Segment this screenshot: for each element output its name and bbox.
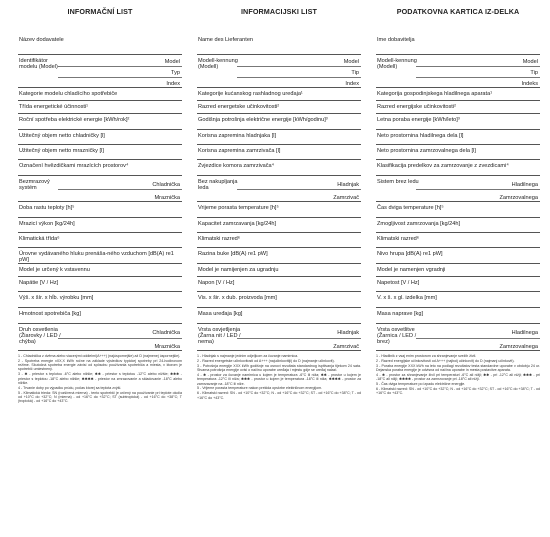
sheet-row	[197, 248, 361, 264]
sub-field-line	[58, 66, 182, 67]
sheet-row	[376, 292, 540, 308]
row-label: Korisna zapremina zamrzivača [l]	[198, 148, 281, 154]
row-label: Kapacitet zamrzavanja [kg/24h]	[198, 221, 277, 227]
sheet-row	[376, 202, 540, 218]
sub-field-line	[237, 189, 361, 190]
sheet-row	[18, 248, 182, 264]
footnote: 1 - Chladnička z dvěma alebo viacerými oddielmi(A+++) (najúspornejšie) až D (najmenej úspornejšie).	[18, 354, 181, 358]
sheet-row	[197, 277, 361, 292]
row-label: Napätie [V / Hz]	[19, 280, 59, 286]
row-label: Vis. x šir. x dub. proizvoda [mm]	[198, 295, 277, 301]
row-label: Godišnja potrošnja električne energije [kWh/godinu]³	[198, 117, 328, 123]
row-label: Model je namijenjen za ugradnju	[198, 267, 279, 273]
column-2	[376, 6, 540, 396]
row-label: Klasifikacija predelkov za zamrzovanje z zvezdicami⁴	[377, 163, 509, 169]
sheet-row	[376, 248, 540, 264]
row-label: Ime dobavitelja	[377, 37, 415, 43]
sub-field-label: Zamrzivač	[333, 194, 359, 201]
footnote: 6 - Klimatski razred: SN - od +10°C do +32°C; N - od +16°C do +32°C; ST - od +16°C do +38°C; T - od +16°C do +43°C.	[376, 387, 540, 396]
row-label: Hmotnost spotrebiča [kg]	[19, 311, 81, 317]
sub-field-label: Zamrzivač	[333, 343, 359, 350]
footnote: 5 - Klimatická trieda: SN (rozšírená mierna) - tento spotrebič je určený na používanie pri teplote okolia od +10°C do +32°C; N (mierna) - od +16°C do +32°C; ST (subtropická) - od +16°C do +38°C; T (tropická) - od +16°C do +43°C.	[18, 390, 182, 404]
sub-field-label: Model	[522, 58, 538, 65]
row-label: Name des Lieferanten	[198, 37, 254, 43]
sub-field-label: Mraznička	[154, 343, 180, 350]
footnotes	[376, 351, 540, 396]
sub-field-label: Typ	[170, 69, 180, 76]
sheet-row	[197, 55, 361, 88]
sheet-row	[18, 292, 182, 308]
footnote: 3 - Potrošnja energije XXX kWh godišnje na osnovi rezultata standardnog ispitivanja tijekom 24 sata. Stvarna potrošnja energije ovisi o načinu uporabe uređaja i mjestu gdje se uređaj nalazi.	[197, 363, 361, 373]
row-label: Vrijeme porasta temperature [h]⁵	[198, 205, 279, 211]
sub-field-label: Tip	[351, 69, 359, 76]
sub-field-line	[58, 189, 182, 190]
row-label: Výš. x šír. x hĺb. výrobku [mm]	[19, 295, 94, 301]
footnote: 1 - Hladilnik z vsaj enim prostorom za shranjevanje svežih živil.	[376, 354, 477, 358]
sheet-row	[18, 264, 182, 277]
row-label: Nivo hrupa [dB(A) re1 pW]	[377, 251, 443, 257]
sheet-row	[197, 292, 361, 308]
sheet-row	[376, 176, 540, 202]
sub-field-label: Indeks	[521, 80, 538, 87]
sub-field-line	[58, 338, 182, 339]
row-label: Čas dviga temperature [h]⁵	[377, 205, 444, 211]
row-label: Model je určený k vstavennu	[19, 267, 90, 273]
sheet-row	[18, 101, 182, 114]
row-label: V. x š. x gl. izdelka [mm]	[377, 295, 437, 301]
sub-field-line	[416, 77, 540, 78]
row-label: Masa naprave [kg]	[377, 311, 424, 317]
sheet-row	[18, 145, 182, 160]
sheet-row	[197, 130, 361, 145]
row-label: Razred energijske učinkovitosti²	[377, 104, 456, 110]
row-label: Úrovne vydávaného hluku prenáša-ného vzduchom [dB(A) re1 pW]	[19, 251, 174, 264]
footnote: 3 - ✱ - priestor s teplotou -6°C alebo nižšie; ✱✱ - priestor s teplotou -12°C alebo nižšie; ✱✱✱ - priestor s teplotou -18°C alebo nižšie; ✱✱✱✱ - priestor na zmrazovanie a skladovanie -18°C alebo nižšie.	[18, 372, 182, 385]
sub-field-label: Mraznička	[154, 194, 180, 201]
row-label: Razred energetske učinkovitosti²	[198, 104, 280, 110]
sub-field-label: Index	[166, 80, 180, 87]
row-label: Doba rastu teploty [h]⁵	[19, 205, 75, 211]
footnote: 2 - Razred energijske učinkovitosti od A+++ (najbolj učinkovit) do D (najmanj učinkovit).	[376, 358, 515, 363]
sheet-row	[18, 218, 182, 233]
sub-field-label: Index	[345, 80, 359, 87]
sheet-row	[376, 101, 540, 114]
footnotes	[18, 351, 182, 404]
sheet-row	[376, 308, 540, 324]
sheet-row	[18, 233, 182, 248]
row-label: Modell-kennung (Modell)	[198, 58, 238, 71]
sheet-row	[197, 324, 361, 351]
sheet-row	[18, 308, 182, 324]
sub-field-label: Model	[164, 58, 180, 65]
footnote: 4 - ✱ - prostor za shranjevanje živil pri temperaturi -6°C ali nižji; ✱✱ - pri -12°C ali nižji; ✱✱✱ - pri -18°C ali nižji; ✱✱✱✱ - prostor za zamrzovanje pri -18°C ali nižji.	[376, 372, 540, 382]
sheet-row	[376, 233, 540, 248]
row-label: Klimatická třída⁶	[19, 236, 60, 242]
sheet-row	[376, 218, 540, 233]
sheet-row	[197, 101, 361, 114]
sheet-row	[18, 88, 182, 101]
column-header: INFORMAČNÍ LIST	[67, 7, 133, 16]
sheet-row	[197, 114, 361, 130]
sheet-row	[197, 218, 361, 233]
row-label: Razina buke [dB(A) re1 pW]	[198, 251, 268, 257]
sheet-row	[197, 176, 361, 202]
footnote: 4 - ✱ - prostor za čuvanje namirnica u kojem je temperatura -6°C ili niža; ✱✱ - prostor u kojem je temperatura -12°C ili niža; ✱✱✱ - prostor u kojem je temperatura -18°C ili niža; ✱✱✱✱ - prostor za zamrzavanje na -18°C ili niže.	[197, 372, 361, 386]
sheet-row	[197, 308, 361, 324]
sheet-row	[197, 160, 361, 176]
row-label: Napon [V / Hz]	[198, 280, 235, 286]
footnote: 6 - Klimatski razred: SN - od +10°C do +32°C; N - od +16°C do +32°C; ST - od +16°C do +38°C; T - od +16°C do +43°C.	[197, 391, 361, 400]
row-label: Kategorie modelu chladícího spotřebiče	[19, 91, 118, 97]
sheet-row	[376, 130, 540, 145]
sheet-row	[197, 145, 361, 160]
sub-field-line	[237, 77, 361, 78]
sheet-row	[376, 324, 540, 351]
sheet-row	[18, 324, 182, 351]
sub-field-label: Hladilnega	[511, 181, 538, 188]
row-label: Bez nakupljanja leda	[198, 179, 238, 192]
sheet-row	[18, 202, 182, 218]
footnotes	[197, 351, 361, 400]
sheet-row	[18, 34, 182, 55]
row-label: Letna poraba energije [kWh/leto]³	[377, 117, 460, 123]
information-sheet	[18, 6, 538, 534]
row-label: Neto prostornina zamrzovalnega dela [l]	[377, 148, 476, 154]
sheet-row	[376, 34, 540, 55]
sheet-row	[18, 176, 182, 202]
sub-field-label: Hladnjak	[337, 181, 359, 188]
footnote: 5 - Vrijeme porasta temperature nakon prekida opskrbe električnom energijom.	[197, 386, 323, 391]
row-label: Model je namenjen vgradnji	[377, 267, 446, 273]
sheet-row	[376, 277, 540, 292]
row-label: Název dodavatele	[19, 37, 64, 43]
row-label: Neto prostornina hladilnega dela [l]	[377, 133, 464, 139]
row-label: Klimatski razred⁶	[198, 236, 241, 242]
sheet-row	[376, 55, 540, 88]
sheet-row	[18, 55, 182, 88]
sub-field-line	[237, 66, 361, 67]
sheet-row	[376, 114, 540, 130]
row-label: Napetost [V / Hz]	[377, 280, 420, 286]
column-header: PODATKOVNA KARTICA IZ-DELKA	[396, 7, 520, 16]
row-label: Vrsta osvetlitve (Žarnica / LED / brez)	[377, 327, 417, 346]
footnote: 4 - Trvanie doby po výpadku prúdu, počas ktorej sa teplota zvýši.	[18, 385, 122, 390]
sub-field-line	[58, 77, 182, 78]
sub-field-label: Model	[343, 58, 359, 65]
sheet-row	[197, 202, 361, 218]
sub-field-label: Tip	[530, 69, 538, 76]
sheet-row	[376, 88, 540, 101]
footnote: 1 - Hladnjak s najmanje jednim odjeljkom za čuvanje namirnica.	[197, 354, 299, 358]
sub-field-label: Chladnička	[152, 181, 180, 188]
sub-field-line	[237, 338, 361, 339]
row-label: Bezmrazový systém	[19, 179, 50, 192]
row-label: Kategorije kućanskog rashladnog uređaja¹	[198, 91, 303, 97]
row-label: Masa uređaja [kg]	[198, 311, 243, 317]
sheet-row	[197, 264, 361, 277]
sub-field-line	[416, 338, 540, 339]
row-label: Zmogljivost zamrzovanja [kg/24h]	[377, 221, 461, 227]
sheet-row	[376, 160, 540, 176]
sheet-row	[197, 34, 361, 55]
row-label: Třída energetické účinnosti¹	[19, 104, 89, 110]
sheet-row	[376, 264, 540, 277]
footnote: 2 - Spotreba energie xXX,X kWh ročne na základe výsledkov typickej spotreby pri 24-hodinovom režime. Skutočná spotreba energie závisí od spôsobu používania spotrebiča a miesta, v ktorom je spotrebič umiestnený.	[18, 358, 182, 372]
row-label: Identifikátor modelu (Model)	[19, 58, 58, 71]
row-label: Zvjezdice komora zamrzivača⁴	[198, 163, 275, 169]
footnote: 5 - Čas dviga temperature po izpadu električne energije.	[376, 382, 466, 387]
row-label: Korisna zapremina hladnjaka [l]	[198, 133, 277, 139]
sub-field-label: Hladnjak	[337, 330, 359, 336]
sheet-row	[18, 277, 182, 292]
row-label: Vrsta osvjetljenja (Žarna nit / LED / nema)	[198, 327, 241, 346]
sub-field-label: Hladilnega	[511, 330, 538, 336]
row-label: Užitečný objem netto mrazničky [l]	[19, 148, 104, 154]
row-label: Sistem brez ledu	[377, 179, 419, 185]
column-1	[197, 6, 361, 401]
row-label: Užitečný objem netto chladničky [l]	[19, 133, 105, 139]
sub-field-label: Zamrzovalnega	[499, 343, 538, 350]
row-label: Mrazicí výkon [kg/24h]	[19, 221, 75, 227]
sub-field-line	[416, 66, 540, 67]
column-header: INFORMACIJSKI LIST	[240, 7, 318, 16]
sheet-row	[18, 114, 182, 130]
sub-field-line	[416, 189, 540, 190]
sheet-row	[18, 130, 182, 145]
row-label: Označení hvězdičkami mrazících prostorov⁴	[19, 163, 129, 169]
sheet-row	[376, 145, 540, 160]
row-label: Druh osvetlenia (Žiarovky / LED / chýba)	[19, 327, 61, 346]
row-label: Klimatski razred⁶	[377, 236, 420, 242]
footnote: 2 - Razred energetske učinkovitosti od A+++ (najučinkovitiji) do D (najmanje učinkovit).	[197, 358, 335, 363]
row-label: Roční spotřeba elektrické energie [kWh/rok]²	[19, 117, 130, 123]
sub-field-label: Chladnička	[152, 330, 180, 336]
sub-field-label: Zamrzovalnega	[499, 194, 538, 201]
row-label: Kategorija gospodinjskega hladilnega aparata¹	[377, 91, 493, 97]
sheet-row	[18, 160, 182, 176]
row-label: Modell-kennung (Modell)	[377, 58, 417, 71]
sheet-row	[197, 88, 361, 101]
column-0	[18, 6, 182, 404]
footnote: 3 - Poraba energije XXX kWh na leto na podlagi rezultatov testa standardne uporabe v obdobju 24 ur. Dejanska poraba energije je odvisna od načina uporabe in mesta postavitve aparata.	[376, 363, 540, 373]
sheet-row	[197, 233, 361, 248]
